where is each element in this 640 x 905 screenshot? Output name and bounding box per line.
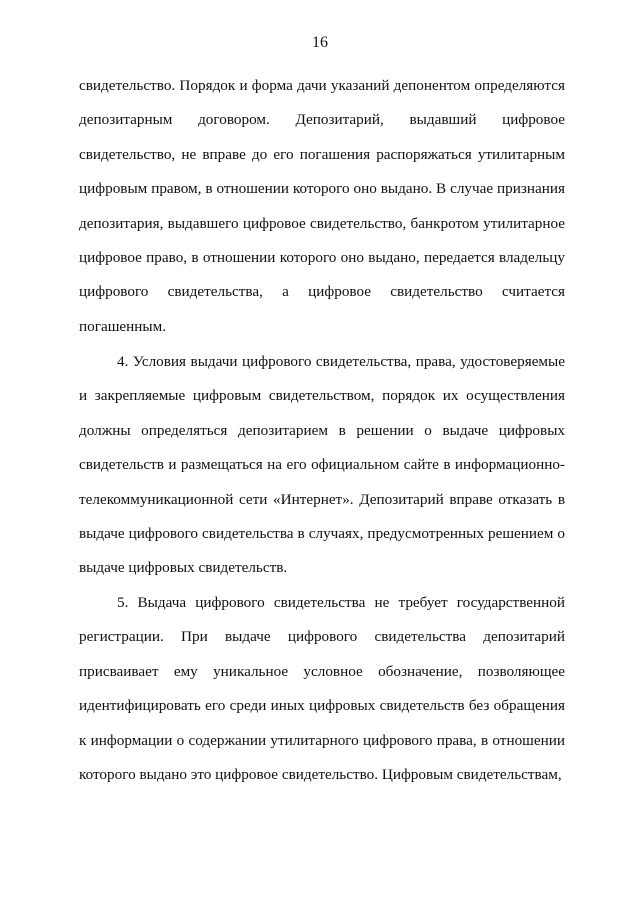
paragraph-continuation: свидетельство. Порядок и форма дачи указаний депонентом определяются депозитарным договором. Депозитарий, выдавший цифровое свидетельство, не вправе до его погашения распоряжаться утилитарным цифровым правом, в отношении которого оно выдано. В случае признания депозитария, выдавшего цифровое свидетельство, банкротом утилитарное цифровое право, в отношении которого оно выдано, передается владельцу цифрового свидетельства, а цифровое свидетельство считается погашенным. xyxy=(79,77,565,335)
paragraph-item-4: 4. Условия выдачи цифрового свидетельства, права, удостоверяемые и закрепляемые цифровым свидетельством, порядок их осуществления должны определяться депозитарием в решении о выдаче цифровых свидетельств и размещаться на его официальном сайте в информационно-телекоммуникационной сети «Интернет». Депозитарий вправе отказать в выдаче цифрового свидетельства в случаях, предусмотренных решением о выдаче цифровых свидетельств. xyxy=(79,353,565,577)
paragraph-item-5: 5. Выдача цифрового свидетельства не требует государственной регистрации. При выдаче цифрового свидетельства депозитарий присваивает ему уникальное условное обозначение, позволяющее идентифицировать его среди иных цифровых свидетельств без обращения к информации о содержании утилитарного цифрового права, в отношении которого выдано это цифровое свидетельство. Цифровым свидетельствам, xyxy=(79,594,565,784)
page-number: 16 xyxy=(312,34,328,51)
